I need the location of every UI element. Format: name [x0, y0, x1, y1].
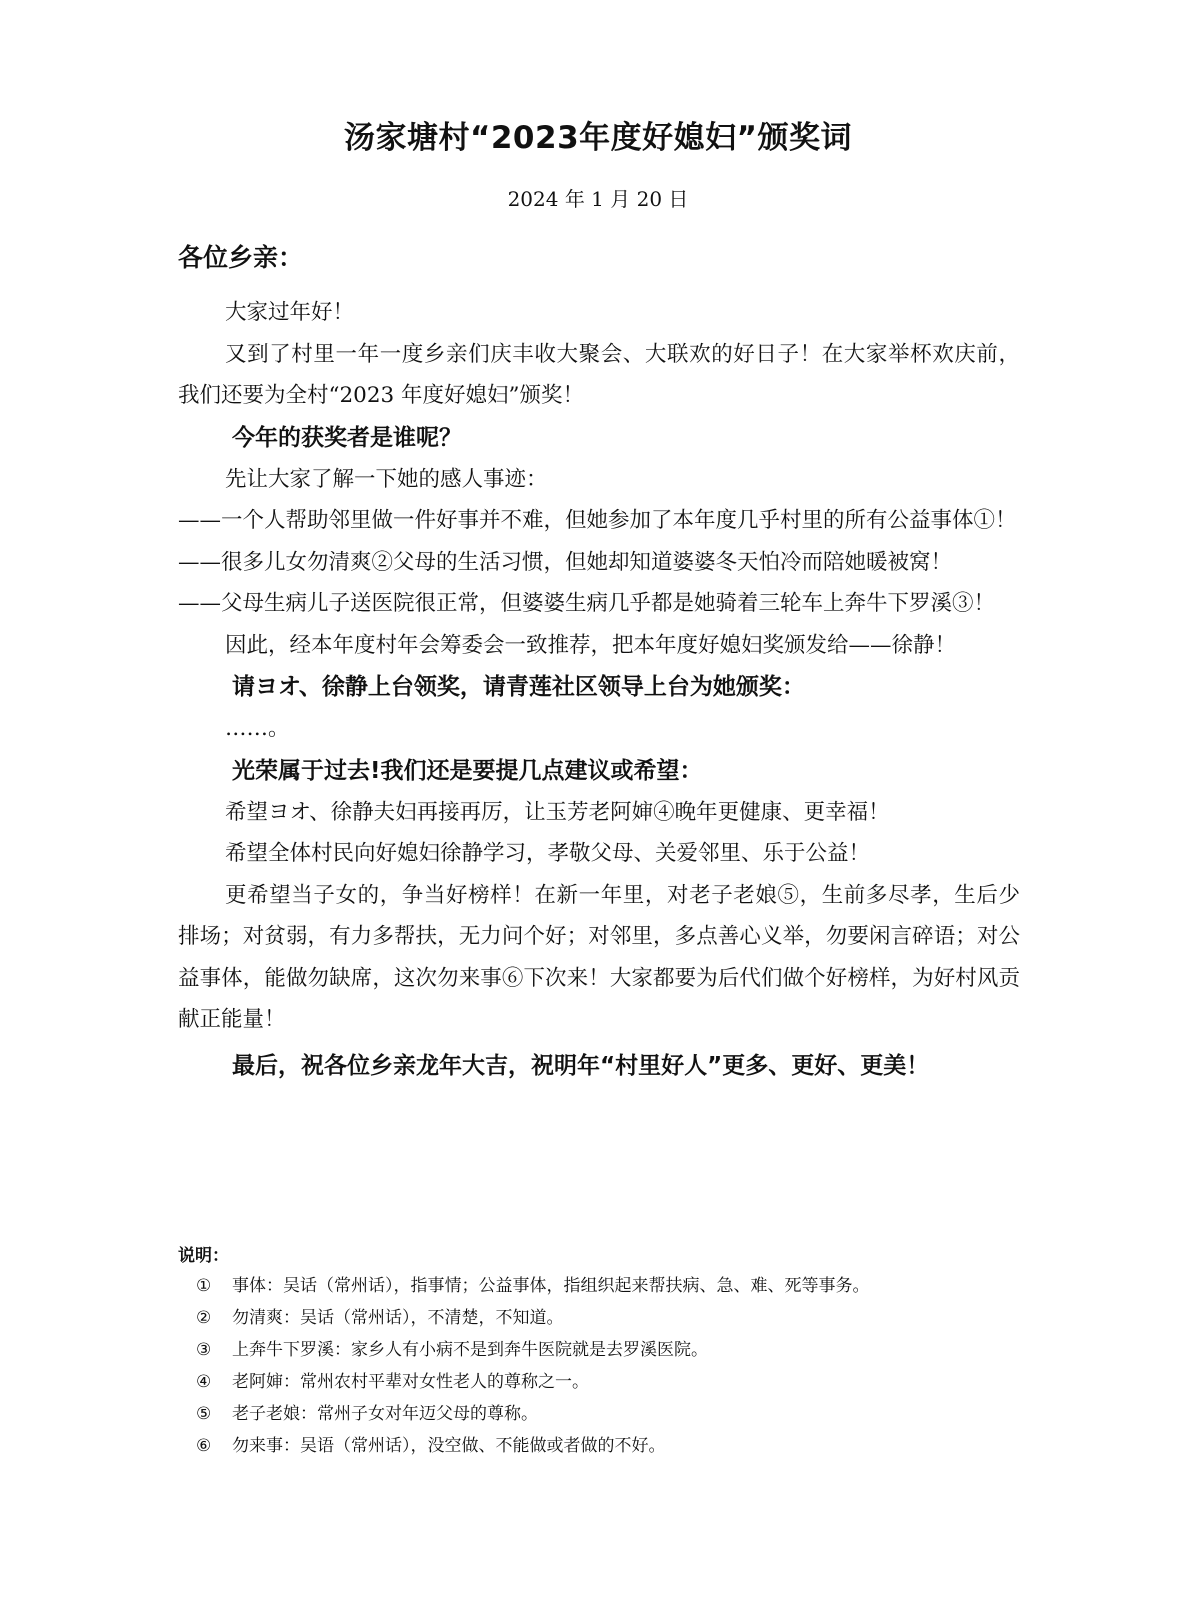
note-number: ⑥: [196, 1436, 212, 1456]
note-item: [178, 1334, 1046, 1366]
paragraph-hope-3: 更希望当子女的，争当好榜样！在新一年里，对老子老娘⑤，生前多尽孝，生后少排场；对贫弱，有力多帮扶，无力问个好；对邻里，多点善心义举，勿要闲言碎语；对公益事体，能做勿缺席，这次勿来事⑥下次来！大家都要为后代们做个好榜样，为好村风贡献正能量！: [178, 882, 1020, 1032]
note-number: ①: [196, 1276, 212, 1296]
paragraph-intro: 又到了村里一年一度乡亲们庆丰收大聚会、大联欢的好日子！在大家举杯欢庆前，我们还要为全村“2023 年度好媳妇”颁奖！: [178, 341, 1020, 408]
paragraph-deed-1: ——一个人帮助邻里做一件好事并不难，但她参加了本年度几乎村里的所有公益事体①！: [178, 508, 1017, 533]
paragraph-invitation: 请ヨオ、徐静上台领奖，请青莲社区领导上台为她颁奖：: [232, 674, 805, 700]
note-item: [178, 1270, 1046, 1302]
note-item: [178, 1366, 1046, 1398]
paragraph-hope-2: 希望全体村民向好媳妇徐静学习，孝敬父母、关爱邻里、乐于公益！: [225, 841, 871, 866]
note-text: 勿来事：吴语（常州话），没空做、不能做或者做的不好。: [232, 1436, 666, 1456]
note-text: 老子老娘：常州子女对年迈父母的尊称。: [232, 1404, 538, 1424]
note-text: 老阿婶：常州农村平辈对女性老人的尊称之一。: [232, 1372, 589, 1392]
paragraph-hopes-heading: 光荣属于过去!我们还是要提几点建议或希望：: [232, 757, 703, 784]
paragraph-closing: 最后，祝各位乡亲龙年大吉，祝明年“村里好人”更多、更好、更美！: [232, 1052, 930, 1079]
note-text: 事体：吴话（常州话），指事情；公益事体，指组织起来帮扶病、急、难、死等事务。: [232, 1276, 870, 1296]
document-date: 2024 年 1 月 20 日: [507, 187, 689, 211]
paragraph-greeting: 大家过年好！: [225, 300, 355, 325]
paragraph-deed-3: ——父母生病儿子送医院很正常，但婆婆生病几乎都是她骑着三轮车上奔牛下罗溪③！: [178, 591, 996, 616]
notes-section: [178, 1242, 1046, 1462]
note-text: 勿清爽：吴话（常州话），不清楚，不知道。: [232, 1308, 564, 1328]
paragraph-hope-1: 希望ヨオ、徐静夫妇再接再厉，让玉芳老阿婶④晚年更健康、更幸福！: [225, 799, 890, 825]
paragraph-deed-2: ——很多儿女勿清爽②父母的生活习惯，但她却知道婆婆冬天怕冷而陪她暖被窝！: [178, 549, 953, 575]
document-body: [178, 238, 1020, 1087]
paragraph-deeds-intro: 先让大家了解一下她的感人事迹：: [225, 466, 548, 492]
note-number: ②: [196, 1308, 212, 1328]
note-number: ⑤: [196, 1404, 212, 1424]
document-title: 汤家塘村“2023年度好媳妇”颁奖词: [343, 120, 853, 156]
note-item: [178, 1430, 1046, 1462]
paragraph-question: 今年的获奖者是谁呢？: [232, 424, 462, 451]
paragraph-award: 因此，经本年度村年会筹委会一致推荐，把本年度好媳妇奖颁发给——徐静！: [225, 632, 957, 658]
note-text: 上奔牛下罗溪：家乡人有小病不是到奔牛医院就是去罗溪医院。: [232, 1340, 708, 1360]
note-item: [178, 1398, 1046, 1430]
notes-title: 说明：: [178, 1246, 229, 1266]
paragraph-ellipsis: ……。: [225, 716, 290, 741]
note-number: ④: [196, 1372, 212, 1392]
note-number: ③: [196, 1340, 212, 1360]
salutation: 各位乡亲：: [178, 243, 304, 272]
note-item: [178, 1302, 1046, 1334]
